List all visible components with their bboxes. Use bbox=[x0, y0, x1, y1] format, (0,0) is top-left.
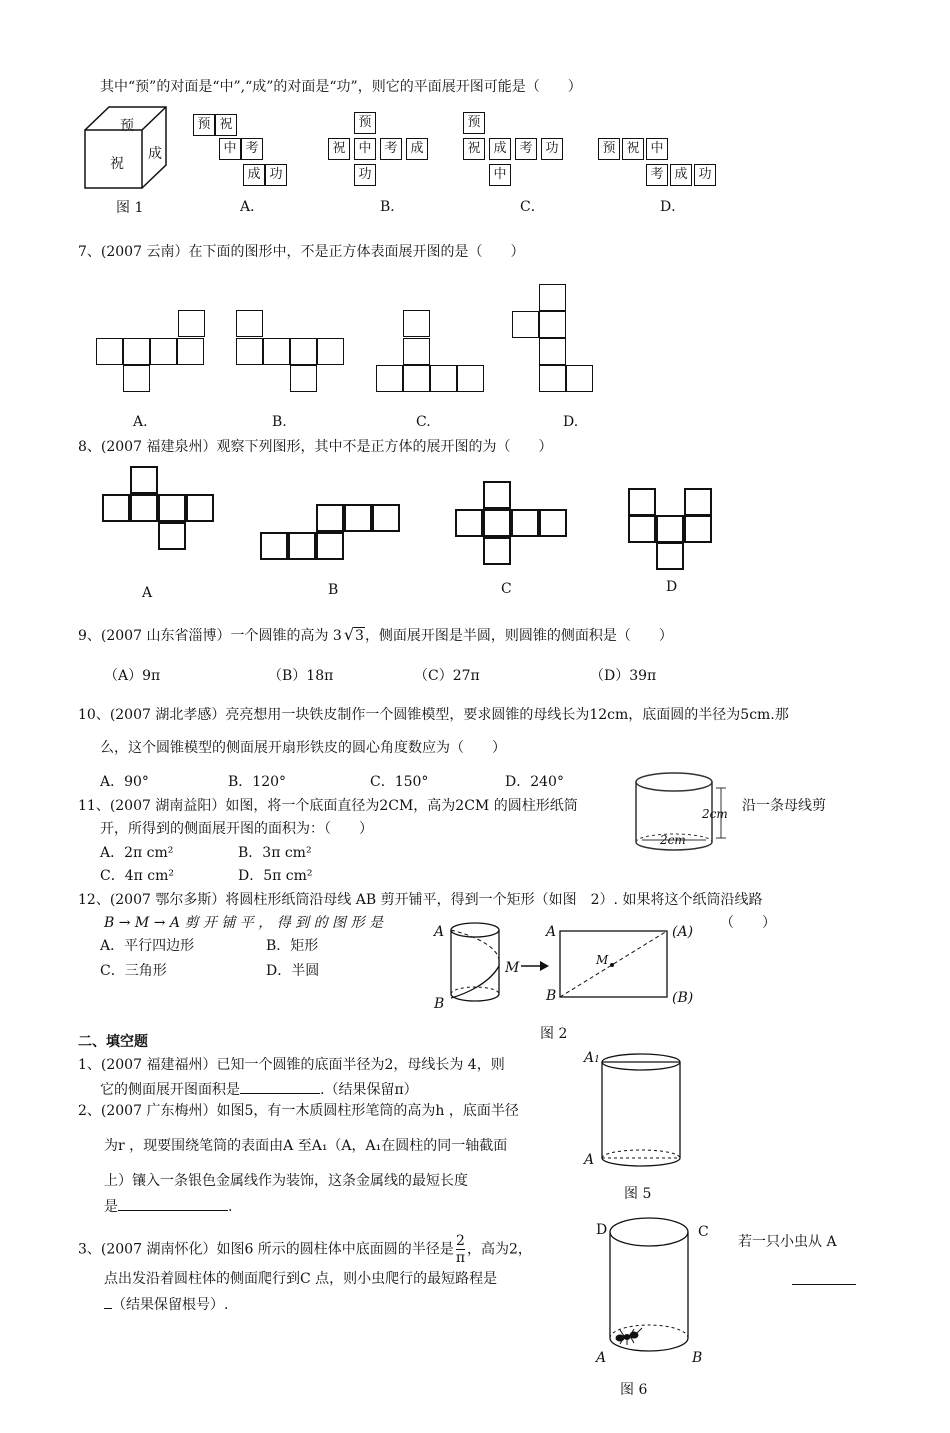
q11-line2: 开，所得到的侧面展开图的面积为：（ ） bbox=[100, 821, 373, 837]
q7-option-a: A. bbox=[133, 414, 148, 430]
q9-option-a: （A）9π bbox=[104, 668, 161, 684]
fig6-label-b: B bbox=[692, 1350, 703, 1366]
fig6-label-c: C bbox=[698, 1224, 709, 1240]
fig1-label: 图 1 bbox=[116, 200, 144, 216]
fig6-label: 图 6 bbox=[620, 1382, 648, 1398]
q6-stem: 其中“预”的对面是“中”,“成”的对面是“功”，则它的平面展开图可能是（ ） bbox=[100, 79, 582, 95]
f1-answer-blank[interactable] bbox=[240, 1079, 320, 1094]
q12-label-m: M bbox=[505, 960, 520, 976]
f2-line3: 上）镶入一条银色金属线作为装饰，这条金属线的最短长度 bbox=[104, 1173, 468, 1189]
fig5-label: 图 5 bbox=[624, 1186, 652, 1202]
q11-height-label: 2cm bbox=[702, 807, 728, 821]
q11-option-c: C．4π cm² bbox=[100, 868, 174, 884]
f3-line3: （结果保留根号）. bbox=[104, 1294, 228, 1314]
q10-line1: 10、(2007 湖北孝感）亮亮想用一块铁皮制作一个圆锥模型，要求圆锥的母线长为12cm，底面圆的半径为5cm.那 bbox=[78, 707, 789, 723]
q12-rect-label-b2: (B) bbox=[672, 990, 694, 1006]
fig6-label-a: A bbox=[596, 1350, 607, 1366]
cube-front-label: 祝 bbox=[110, 156, 124, 172]
q12-option-d: D．半圆 bbox=[266, 963, 320, 979]
q12-cylinder-figure bbox=[445, 918, 705, 1018]
q12-line2: B → M → A 剪 开 铺 平 ， 得 到 的 图 形 是 bbox=[104, 915, 383, 931]
q12-rect-label-a2: (A) bbox=[672, 924, 694, 940]
f3-answer-blank[interactable] bbox=[792, 1270, 856, 1285]
fig6-label-d: D bbox=[596, 1222, 608, 1238]
q12-option-a: A．平行四边形 bbox=[100, 938, 195, 954]
q12-label-a: A bbox=[434, 924, 445, 940]
f2-line2: 为r ，现要围绕笔筒的表面由A 至A₁（A，A₁在圆柱的同一轴截面 bbox=[104, 1138, 508, 1154]
q10-option-d: D．240° bbox=[505, 774, 564, 790]
q7-option-d: D. bbox=[563, 414, 579, 430]
q11-option-b: B．3π cm² bbox=[238, 845, 312, 861]
q10-line2: 么，这个圆锥模型的侧面展开扇形铁皮的圆心角度数应为（ ） bbox=[100, 740, 506, 756]
q10-option-a: A．90° bbox=[100, 774, 149, 790]
q8-stem: 8、(2007 福建泉州）观察下列图形，其中不是正方体的展开图的为（ ） bbox=[78, 439, 553, 455]
q11-diameter-label: 2cm bbox=[660, 833, 686, 847]
q11-option-a: A．2π cm² bbox=[100, 845, 174, 861]
q8-option-a: A bbox=[142, 585, 153, 601]
f2-line1: 2、(2007 广东梅州）如图5，有一木质圆柱形笔筒的高为h ，底面半径 bbox=[78, 1103, 519, 1119]
f3-line1-tail: 若一只小虫从 A bbox=[738, 1234, 837, 1250]
q9-option-d: （D）39π bbox=[590, 668, 657, 684]
q11-line1: 11、(2007 湖南益阳）如图，将一个底面直径为2CM，高为2CM 的圆柱形纸筒 bbox=[78, 798, 578, 814]
q7-option-c: C. bbox=[416, 414, 431, 430]
q9-option-b: （B）18π bbox=[268, 668, 334, 684]
q10-option-b: B．120° bbox=[228, 774, 287, 790]
q6-option-a: A． bbox=[240, 199, 265, 215]
q7-option-b: B. bbox=[272, 414, 287, 430]
q6-option-d: D． bbox=[660, 199, 686, 215]
q11-line1-tail: 沿一条母线剪 bbox=[742, 798, 826, 814]
fig5-label-a1: A1 bbox=[584, 1050, 600, 1066]
q12-paren: （ ） bbox=[720, 915, 776, 931]
f3-line2: 点出发沿着圆柱体的侧面爬行到C 点，则小虫爬行的最短路程是 bbox=[104, 1271, 498, 1287]
fig6-cylinder bbox=[608, 1216, 698, 1356]
f3-line1: 3、(2007 湖南怀化）如图6 所示的圆柱体中底面圆的半径是 $\frac{2}{\pi}$ ，高为2， bbox=[78, 1233, 532, 1266]
section2-title: 二、填空题 bbox=[78, 1034, 148, 1050]
q12-line1: 12、(2007 鄂尔多斯）将圆柱形纸筒沿母线 AB 剪开铺平，得到一个矩形（如图 2）. 如果将这个纸筒沿线路 bbox=[78, 892, 763, 908]
q8-option-b: B bbox=[328, 582, 339, 598]
q6-option-c: C． bbox=[520, 199, 545, 215]
q12-option-b: B．矩形 bbox=[266, 938, 319, 954]
q6-option-b: B． bbox=[380, 199, 405, 215]
fig5-cylinder bbox=[600, 1050, 690, 1170]
q10-option-c: C．150° bbox=[370, 774, 429, 790]
f2-answer-blank[interactable] bbox=[118, 1196, 228, 1211]
q12-rect-label-b: B bbox=[546, 988, 557, 1004]
q12-rect-label-m: M bbox=[596, 953, 609, 967]
q12-label-b: B bbox=[434, 996, 445, 1012]
cube-top-label: 预 bbox=[120, 118, 134, 134]
q9-option-c: （C）27π bbox=[414, 668, 480, 684]
q11-option-d: D．5π cm² bbox=[238, 868, 313, 884]
fig2-label: 图 2 bbox=[540, 1026, 568, 1042]
f1-line1: 1、(2007 福建福州）已知一个圆锥的底面半径为2，母线长为 4，则 bbox=[78, 1057, 505, 1073]
fig5-label-a: A bbox=[584, 1152, 595, 1168]
f2-line4: 是 . bbox=[104, 1196, 232, 1216]
q9-stem: 9、(2007 山东省淄博）一个圆锥的高为 3 √3，侧面展开图是半圆，则圆锥的侧面积是（ ） bbox=[78, 625, 673, 644]
q12-option-c: C．三角形 bbox=[100, 963, 167, 979]
q8-option-c: C bbox=[501, 581, 512, 597]
q12-rect-label-a: A bbox=[546, 924, 557, 940]
q8-option-d: D bbox=[666, 579, 678, 595]
cube-side-label: 成 bbox=[148, 146, 162, 162]
f1-line2: 它的侧面展开图面积是 .（结果保留π） bbox=[100, 1079, 418, 1099]
ant-icon bbox=[616, 1328, 642, 1345]
q7-stem: 7、(2007 云南）在下面的图形中，不是正方体表面展开图的是（ ） bbox=[78, 244, 525, 260]
